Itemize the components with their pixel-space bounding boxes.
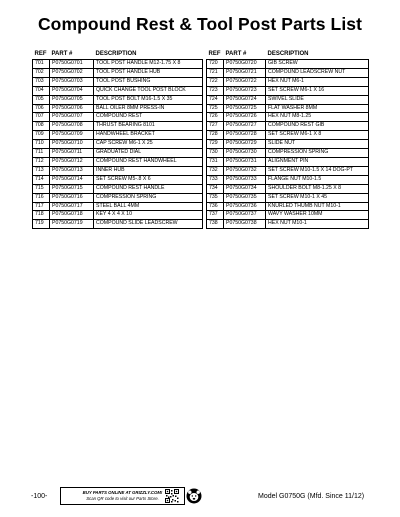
ref-cell: 721 [207, 68, 224, 77]
parts-table-right [206, 51, 369, 229]
ref-cell: 729 [207, 140, 224, 149]
ref-cell: 716 [33, 193, 50, 202]
part-number-cell: P0750G0736 [224, 202, 266, 211]
table-row [33, 184, 203, 193]
ref-cell: 720 [207, 60, 224, 69]
part-number-cell: P0750G0718 [50, 211, 94, 220]
part-number-cell: P0750G0723 [224, 86, 266, 95]
description-cell: SLIDE NUT [266, 140, 369, 149]
description-cell: COMPOUND REST [94, 113, 203, 122]
table-row [207, 175, 369, 184]
ref-cell: 707 [33, 113, 50, 122]
table-row [207, 157, 369, 166]
description-cell: CAP SCREW M6-1 X 25 [94, 140, 203, 149]
part-number-cell: P0750G0708 [50, 122, 94, 131]
ref-cell: 737 [207, 211, 224, 220]
description-cell: COMPOUND REST HANDWHEEL [94, 157, 203, 166]
part-number-cell: P0750G0716 [50, 193, 94, 202]
description-cell: HEX NUT M8-1.25 [266, 113, 369, 122]
table-header-row [207, 51, 369, 60]
table-row [207, 86, 369, 95]
description-cell: THRUST BEARING 8101 [94, 122, 203, 131]
part-number-cell: P0750G0713 [50, 166, 94, 175]
header-description: DESCRIPTION [267, 51, 309, 58]
table-row [207, 95, 369, 104]
description-cell: GIB SCREW [266, 60, 369, 69]
ref-cell: 727 [207, 122, 224, 131]
part-number-cell: P0750G0724 [224, 95, 266, 104]
part-number-cell: P0750G0729 [224, 140, 266, 149]
description-cell: SET SCREW M10-1.5 X 14 DOG-PT [266, 166, 369, 175]
table-row [33, 140, 203, 149]
part-number-cell: P0750G0727 [224, 122, 266, 131]
header-part: PART # [225, 51, 247, 58]
description-cell: ALIGNMENT PIN [266, 157, 369, 166]
description-cell: COMPOUND REST GIB [266, 122, 369, 131]
ref-cell: 730 [207, 149, 224, 158]
table-header-row [33, 51, 203, 60]
part-number-cell: P0750G0738 [224, 220, 266, 229]
table-row [207, 202, 369, 211]
part-number-cell: P0750G0710 [50, 140, 94, 149]
parts-table-left [32, 51, 203, 229]
ref-cell: 726 [207, 113, 224, 122]
table-row [33, 77, 203, 86]
ref-cell: 701 [33, 60, 50, 69]
table-row [207, 60, 369, 69]
description-cell: GRADUATED DIAL [94, 149, 203, 158]
table-row [207, 113, 369, 122]
description-cell: COMPRESSION SPRING [94, 193, 203, 202]
ref-cell: 704 [33, 86, 50, 95]
description-cell: SET SCREW M5-.8 X 6 [94, 175, 203, 184]
table-row [33, 149, 203, 158]
table-row [33, 157, 203, 166]
description-cell: WAVY WASHER 10MM [266, 211, 369, 220]
ref-cell: 738 [207, 220, 224, 229]
table-row [33, 131, 203, 140]
ref-cell: 719 [33, 220, 50, 229]
description-cell: SWIVEL SLIDE [266, 95, 369, 104]
description-cell: SET SCREW M6-1 X 8 [266, 131, 369, 140]
part-number-cell: P0750G0712 [50, 157, 94, 166]
ref-cell: 722 [207, 77, 224, 86]
part-number-cell: P0750G0709 [50, 131, 94, 140]
description-cell: TOOL POST HANDLE M12-1.75 X 8 [94, 60, 203, 69]
description-cell: TOOL POST BOLT M16-1.5 X 35 [94, 95, 203, 104]
description-cell: HEX NUT M10-1 [266, 220, 369, 229]
table-row [207, 77, 369, 86]
description-cell: COMPOUND SLIDE LEADSCREW [94, 220, 203, 229]
table-row [207, 166, 369, 175]
ref-cell: 725 [207, 104, 224, 113]
part-number-cell: P0750G0715 [50, 184, 94, 193]
part-number-cell: P0750G0730 [224, 149, 266, 158]
description-cell: INNER HUB [94, 166, 203, 175]
ref-cell: 714 [33, 175, 50, 184]
description-cell: HANDWHEEL BRACKET [94, 131, 203, 140]
ref-cell: 723 [207, 86, 224, 95]
header-ref: REF [208, 51, 221, 58]
description-cell: KEY 4 X 4 X 10 [94, 211, 203, 220]
ref-cell: 713 [33, 166, 50, 175]
description-cell: KNURLED THUMB NUT M10-1 [266, 202, 369, 211]
part-number-cell: P0750G0711 [50, 149, 94, 158]
table-row [33, 60, 203, 69]
description-cell: STEEL BALL 4MM [94, 202, 203, 211]
part-number-cell: P0750G0701 [50, 60, 94, 69]
part-number-cell: P0750G0733 [224, 175, 266, 184]
part-number-cell: P0750G0717 [50, 202, 94, 211]
part-number-cell: P0750G0735 [224, 193, 266, 202]
grizzly-bear-logo-icon [186, 488, 202, 504]
table-row [207, 140, 369, 149]
ref-cell: 731 [207, 157, 224, 166]
table-row [33, 113, 203, 122]
ref-cell: 710 [33, 140, 50, 149]
description-cell: SET SCREW M6-1 X 16 [266, 86, 369, 95]
table-row [33, 166, 203, 175]
ref-cell: 712 [33, 157, 50, 166]
table-row [207, 211, 369, 220]
ref-cell: 702 [33, 68, 50, 77]
description-cell: SHOULDER BOLT M8-1.25 X 8 [266, 184, 369, 193]
part-number-cell: P0750G0737 [224, 211, 266, 220]
ref-cell: 735 [207, 193, 224, 202]
model-info: Model G0750G (Mfd. Since 11/12) [258, 493, 365, 500]
part-number-cell: P0750G0703 [50, 77, 94, 86]
description-cell: SET SCREW M10-1 X 45 [266, 193, 369, 202]
table-row [33, 193, 203, 202]
ref-cell: 708 [33, 122, 50, 131]
description-cell: COMPOUND REST HANDLE [94, 184, 203, 193]
table-row [33, 175, 203, 184]
table-row [207, 184, 369, 193]
table-row [33, 68, 203, 77]
ref-cell: 717 [33, 202, 50, 211]
table-row [33, 211, 203, 220]
page-number: -100- [31, 493, 48, 500]
ref-cell: 733 [207, 175, 224, 184]
ref-cell: 711 [33, 149, 50, 158]
header-part: PART # [51, 51, 73, 58]
table-row [33, 202, 203, 211]
table-row [207, 68, 369, 77]
promo-headline: BUY PARTS ONLINE AT GRIZZLY.COM! [82, 490, 163, 495]
table-row [207, 104, 369, 113]
ref-cell: 705 [33, 95, 50, 104]
part-number-cell: P0750G0734 [224, 184, 266, 193]
part-number-cell: P0750G0732 [224, 166, 266, 175]
description-cell: BALL OILER 8MM PRESS-IN [94, 104, 203, 113]
part-number-cell: P0750G0728 [224, 131, 266, 140]
table-row [207, 149, 369, 158]
ref-cell: 706 [33, 104, 50, 113]
table-row [207, 193, 369, 202]
ref-cell: 718 [33, 211, 50, 220]
part-number-cell: P0750G0726 [224, 113, 266, 122]
table-row [33, 220, 203, 229]
description-cell: COMPOUND LEADSCREW NUT [266, 68, 369, 77]
ref-cell: 724 [207, 95, 224, 104]
description-cell: QUICK CHANGE TOOL POST BLOCK [94, 86, 203, 95]
part-number-cell: P0750G0702 [50, 68, 94, 77]
ref-cell: 736 [207, 202, 224, 211]
table-row [207, 122, 369, 131]
part-number-cell: P0750G0719 [50, 220, 94, 229]
description-cell: COMPRESSION SPRING [266, 149, 369, 158]
part-number-cell: P0750G0706 [50, 104, 94, 113]
part-number-cell: P0750G0722 [224, 77, 266, 86]
ref-cell: 715 [33, 184, 50, 193]
table-row [33, 104, 203, 113]
ref-cell: 728 [207, 131, 224, 140]
part-number-cell: P0750G0704 [50, 86, 94, 95]
part-number-cell: P0750G0720 [224, 60, 266, 69]
part-number-cell: P0750G0705 [50, 95, 94, 104]
header-ref: REF [34, 51, 47, 58]
ref-cell: 703 [33, 77, 50, 86]
table-row [33, 95, 203, 104]
part-number-cell: P0750G0731 [224, 157, 266, 166]
table-row [33, 86, 203, 95]
page-title: Compound Rest & Tool Post Parts List [37, 14, 363, 34]
description-cell: FLAT WASHER 8MM [266, 104, 369, 113]
table-row [33, 122, 203, 131]
table-row [207, 220, 369, 229]
qr-code-icon[interactable] [165, 489, 179, 503]
description-cell: HEX NUT M6-1 [266, 77, 369, 86]
header-description: DESCRIPTION [95, 51, 137, 58]
promo-subtext: Scan QR code to visit our Parts Store. [86, 496, 159, 501]
part-number-cell: P0750G0721 [224, 68, 266, 77]
table-row [207, 131, 369, 140]
description-cell: TOOL POST HANDLE HUB [94, 68, 203, 77]
part-number-cell: P0750G0725 [224, 104, 266, 113]
ref-cell: 734 [207, 184, 224, 193]
description-cell: FLANGE NUT M10-1.5 [266, 175, 369, 184]
part-number-cell: P0750G0707 [50, 113, 94, 122]
ref-cell: 732 [207, 166, 224, 175]
description-cell: TOOL POST BUSHING [94, 77, 203, 86]
part-number-cell: P0750G0714 [50, 175, 94, 184]
ref-cell: 709 [33, 131, 50, 140]
